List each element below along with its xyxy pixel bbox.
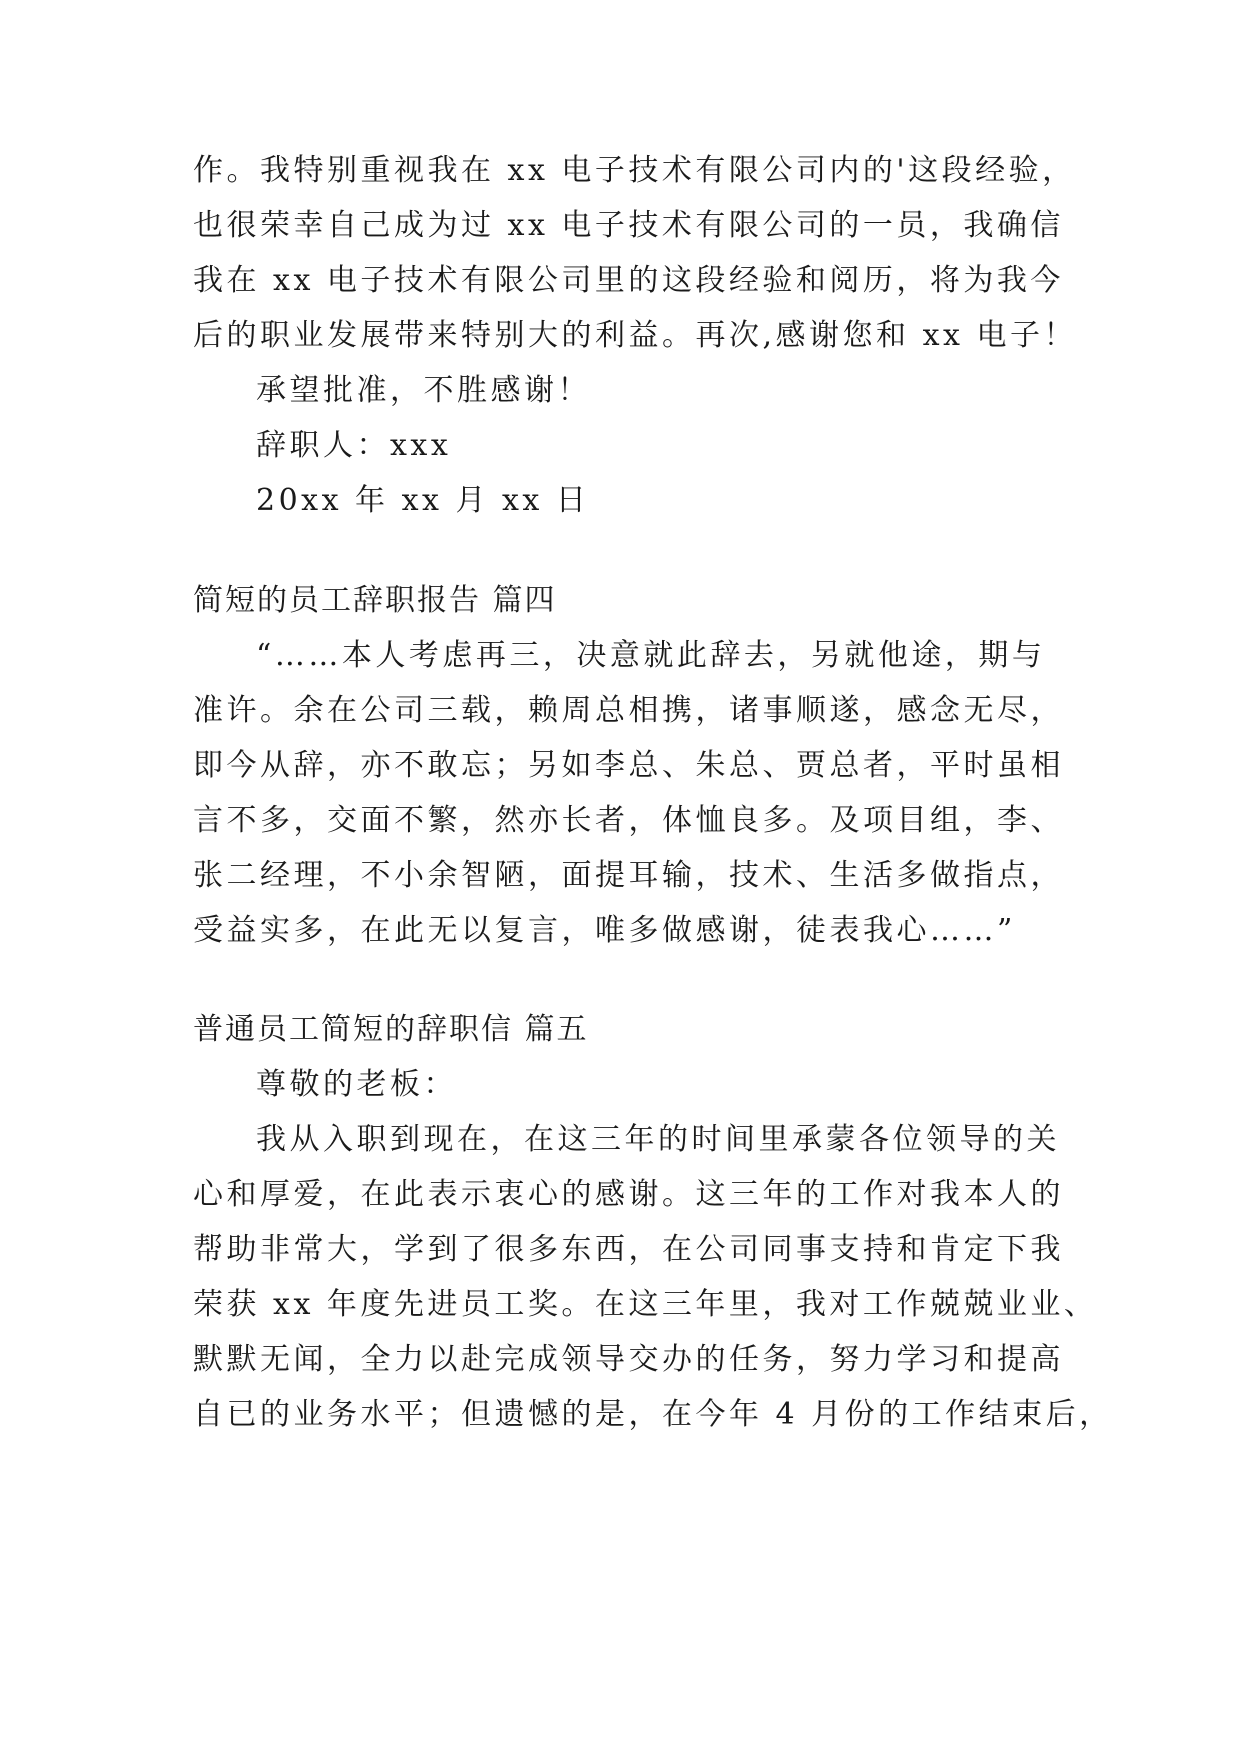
closing-line: 承望批准，不胜感谢！	[256, 373, 591, 408]
body-line: 准许。余在公司三载，赖周总相携，诸事顺遂，感念无尽，	[193, 693, 1064, 728]
body-line: 也很荣幸自己成为过 xx 电子技术有限公司的一员，我确信	[193, 208, 1064, 243]
body-line: 心和厚爱，在此表示衷心的感谢。这三年的工作对我本人的	[193, 1177, 1064, 1212]
date-line: 20xx 年 xx 月 xx 日	[256, 483, 590, 518]
body-line: 言不多，交面不繁，然亦长者，体恤良多。及项目组，李、	[193, 803, 1064, 838]
body-line: 自已的业务水平；但遗憾的是，在今年 4 月份的工作结束后，	[193, 1397, 1113, 1432]
body-line: 荣获 xx 年度先进员工奖。在这三年里，我对工作兢兢业业、	[193, 1287, 1098, 1322]
body-line: 受益实多，在此无以复言，唯多做感谢，徒表我心……”	[193, 913, 1016, 948]
body-line: 帮助非常大，学到了很多东西，在公司同事支持和肯定下我	[193, 1232, 1064, 1267]
body-line: “……本人考虑再三，决意就此辞去，另就他途，期与	[256, 638, 1046, 673]
body-line: 后的职业发展带来特别大的利益。再次,感谢您和 xx 电子！	[193, 318, 1077, 353]
signature-line: 辞职人：xxx	[256, 428, 452, 463]
section-heading: 普通员工简短的辞职信 篇五	[193, 1012, 589, 1047]
salutation-line: 尊敬的老板：	[256, 1067, 457, 1102]
body-line: 作。我特别重视我在 xx 电子技术有限公司内的'这段经验，	[193, 153, 1076, 188]
body-line: 张二经理，不小余智陋，面提耳输，技术、生活多做指点，	[193, 858, 1064, 893]
body-line: 即今从辞，亦不敢忘；另如李总、朱总、贾总者，平时虽相	[193, 748, 1064, 783]
body-line: 默默无闻，全力以赴完成领导交办的任务，努力学习和提高	[193, 1342, 1064, 1377]
body-line: 我从入职到现在，在这三年的时间里承蒙各位领导的关	[256, 1122, 1060, 1157]
section-heading: 简短的员工辞职报告 篇四	[193, 583, 557, 618]
body-line: 我在 xx 电子技术有限公司里的这段经验和阅历，将为我今	[193, 263, 1064, 298]
